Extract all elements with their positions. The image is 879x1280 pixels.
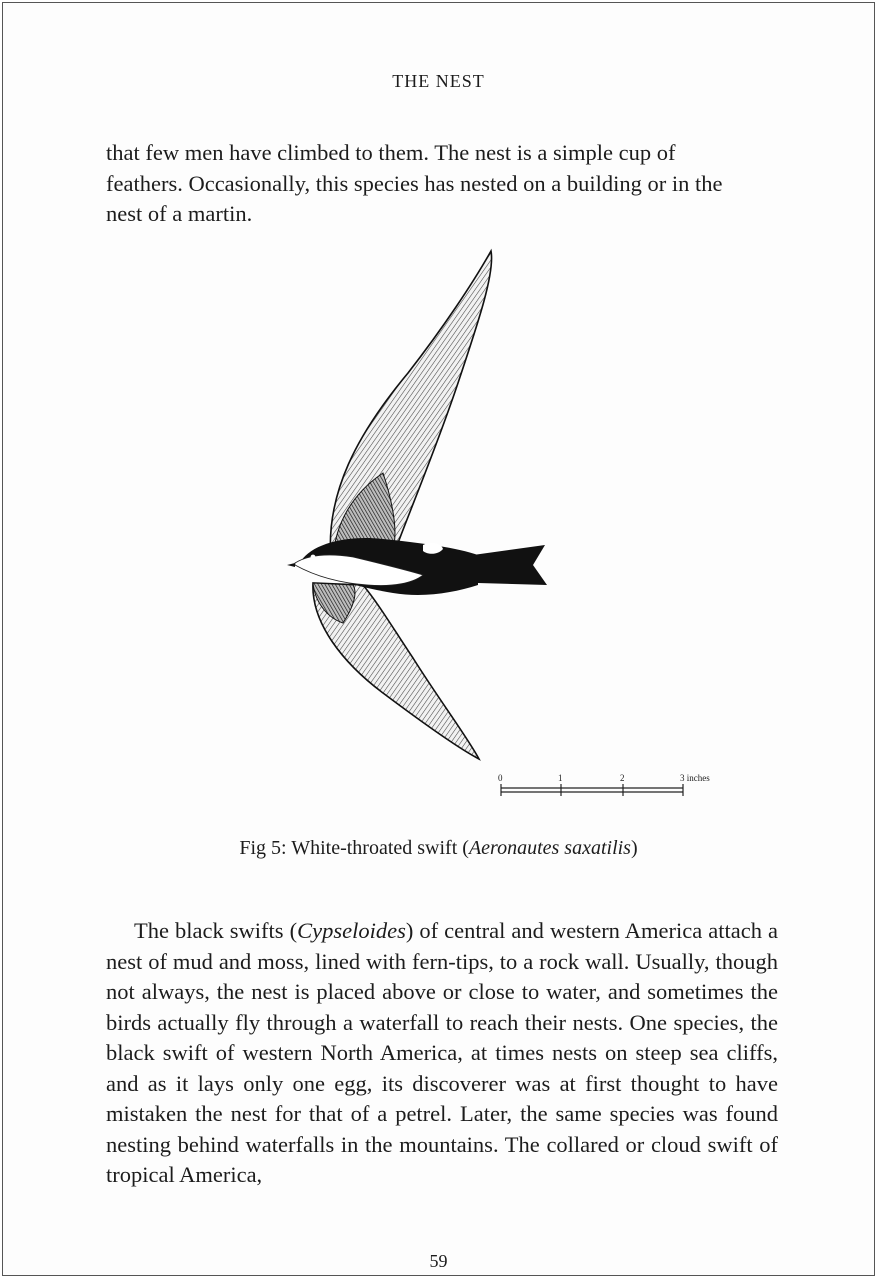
running-header: THE NEST	[392, 71, 485, 91]
page-number: 59	[429, 1251, 448, 1271]
text-line: nest of a martin.	[106, 201, 253, 226]
genus-name: Cypseloides	[297, 918, 406, 943]
paragraph-black-swifts	[106, 916, 778, 1191]
scale-label: 2	[620, 773, 625, 783]
scale-label: 1	[558, 773, 563, 783]
paragraph-continued	[106, 138, 778, 230]
scale-bar	[495, 769, 735, 803]
text-line: that few men have climbed to them. The nest is a simple cup of	[106, 140, 676, 165]
caption-prefix: Fig 5: White-throated swift (	[239, 837, 469, 859]
caption-scientific-name: Aeronautes saxatilis	[468, 837, 631, 859]
swift-illustration	[273, 243, 573, 773]
paragraph-text: The black swifts (	[134, 918, 298, 943]
text-line: feathers. Occasionally, this species has nested on a building or in the	[106, 170, 723, 196]
figure-caption	[3, 837, 874, 860]
paragraph-text: ) of central and western America attach a nest of mud and moss, lined with fern-tips, to a rock wall. Usually, though not always, the nest is placed above or close to water, and sometimes the birds actually fly through a waterfall to reach their nests. One species, the black swift of western North America, at times nests on steep sea cliffs, and as it lays only one egg, its discoverer was at first thought to have mistaken the nest for that of a petrel. Later, the same species was found nesting behind waterfalls in the mountains. The collared or cloud swift of tropical America,	[106, 918, 778, 1187]
caption-suffix: )	[630, 837, 638, 859]
scale-label: 3 inches	[680, 773, 710, 783]
scale-label: 0	[498, 773, 503, 783]
book-page	[2, 2, 875, 1276]
